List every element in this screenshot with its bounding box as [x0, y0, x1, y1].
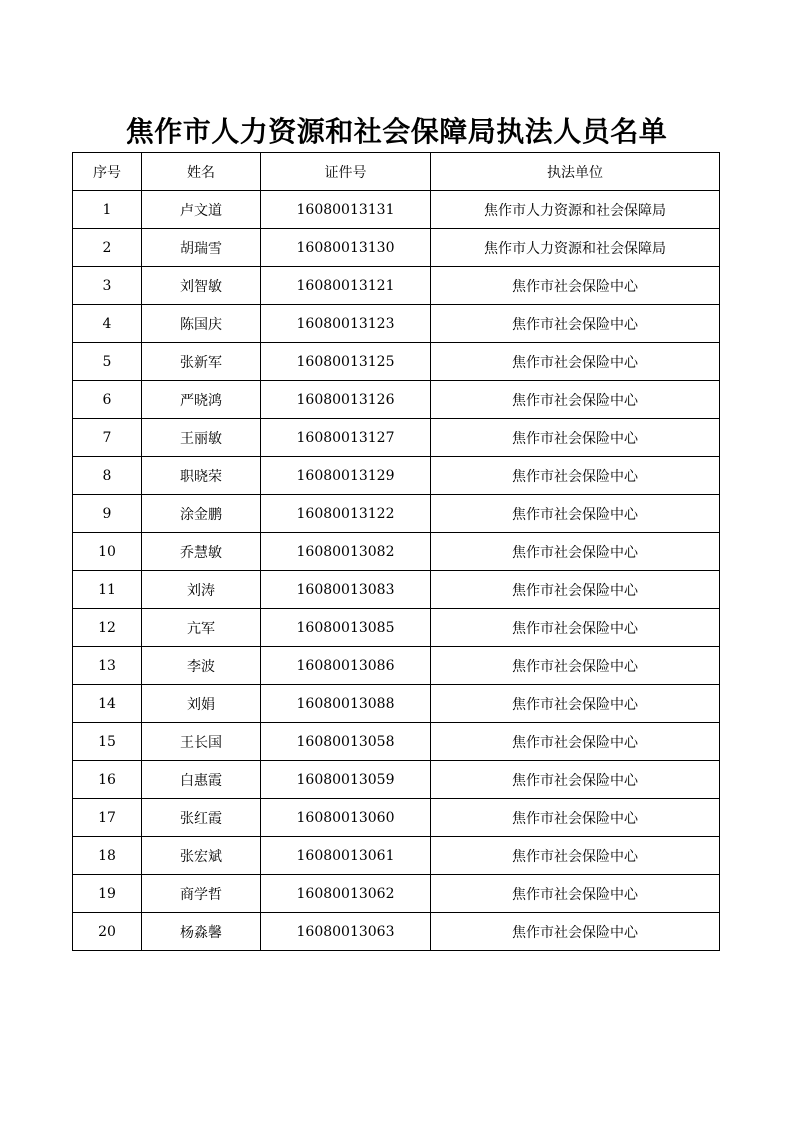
cell-serial-number: 5	[73, 343, 142, 381]
table-row	[73, 837, 720, 875]
cell-name: 卢文道	[142, 191, 261, 229]
cell-enforcement-unit: 焦作市人力资源和社会保障局	[431, 191, 720, 229]
cell-certificate-number: 16080013058	[261, 723, 431, 761]
cell-certificate-number: 16080013125	[261, 343, 431, 381]
cell-certificate-number: 16080013123	[261, 305, 431, 343]
personnel-table	[72, 152, 720, 951]
cell-certificate-number: 16080013062	[261, 875, 431, 913]
cell-enforcement-unit: 焦作市社会保险中心	[431, 685, 720, 723]
cell-name: 张红霞	[142, 799, 261, 837]
table-row	[73, 609, 720, 647]
page-title: 焦作市人力资源和社会保障局执法人员名单	[125, 115, 668, 148]
cell-enforcement-unit: 焦作市社会保险中心	[431, 495, 720, 533]
table-row	[73, 381, 720, 419]
table-row	[73, 571, 720, 609]
cell-certificate-number: 16080013129	[261, 457, 431, 495]
cell-enforcement-unit: 焦作市社会保险中心	[431, 343, 720, 381]
cell-enforcement-unit: 焦作市人力资源和社会保障局	[431, 229, 720, 267]
cell-enforcement-unit: 焦作市社会保险中心	[431, 837, 720, 875]
cell-serial-number: 15	[73, 723, 142, 761]
cell-certificate-number: 16080013083	[261, 571, 431, 609]
cell-serial-number: 6	[73, 381, 142, 419]
cell-name: 王丽敏	[142, 419, 261, 457]
cell-serial-number: 1	[73, 191, 142, 229]
cell-enforcement-unit: 焦作市社会保险中心	[431, 723, 720, 761]
cell-enforcement-unit: 焦作市社会保险中心	[431, 761, 720, 799]
cell-enforcement-unit: 焦作市社会保险中心	[431, 267, 720, 305]
cell-name: 乔慧敏	[142, 533, 261, 571]
table-row	[73, 685, 720, 723]
header-enforcement-unit: 执法单位	[431, 153, 720, 191]
table-row	[73, 533, 720, 571]
table-header-row	[73, 153, 720, 191]
cell-name: 刘涛	[142, 571, 261, 609]
cell-serial-number: 8	[73, 457, 142, 495]
cell-serial-number: 7	[73, 419, 142, 457]
cell-certificate-number: 16080013122	[261, 495, 431, 533]
cell-certificate-number: 16080013082	[261, 533, 431, 571]
table-row	[73, 419, 720, 457]
cell-serial-number: 10	[73, 533, 142, 571]
table-row	[73, 343, 720, 381]
cell-name: 李波	[142, 647, 261, 685]
table-row	[73, 495, 720, 533]
table-row	[73, 229, 720, 267]
cell-certificate-number: 16080013127	[261, 419, 431, 457]
cell-enforcement-unit: 焦作市社会保险中心	[431, 799, 720, 837]
header-certificate-number: 证件号	[261, 153, 431, 191]
table-body	[73, 191, 720, 951]
cell-enforcement-unit: 焦作市社会保险中心	[431, 305, 720, 343]
cell-serial-number: 19	[73, 875, 142, 913]
header-name: 姓名	[142, 153, 261, 191]
table-row	[73, 723, 720, 761]
cell-certificate-number: 16080013085	[261, 609, 431, 647]
cell-name: 胡瑞雪	[142, 229, 261, 267]
cell-certificate-number: 16080013126	[261, 381, 431, 419]
cell-name: 杨淼馨	[142, 913, 261, 951]
cell-enforcement-unit: 焦作市社会保险中心	[431, 609, 720, 647]
table-row	[73, 267, 720, 305]
table-row	[73, 799, 720, 837]
cell-serial-number: 18	[73, 837, 142, 875]
cell-name: 白惠霞	[142, 761, 261, 799]
cell-enforcement-unit: 焦作市社会保险中心	[431, 875, 720, 913]
cell-certificate-number: 16080013131	[261, 191, 431, 229]
cell-enforcement-unit: 焦作市社会保险中心	[431, 533, 720, 571]
cell-name: 职晓荣	[142, 457, 261, 495]
cell-serial-number: 13	[73, 647, 142, 685]
cell-certificate-number: 16080013063	[261, 913, 431, 951]
cell-serial-number: 16	[73, 761, 142, 799]
table-row	[73, 305, 720, 343]
cell-enforcement-unit: 焦作市社会保险中心	[431, 913, 720, 951]
cell-enforcement-unit: 焦作市社会保险中心	[431, 647, 720, 685]
cell-serial-number: 12	[73, 609, 142, 647]
cell-serial-number: 9	[73, 495, 142, 533]
cell-enforcement-unit: 焦作市社会保险中心	[431, 457, 720, 495]
table-row	[73, 913, 720, 951]
cell-name: 严晓鸿	[142, 381, 261, 419]
cell-name: 商学哲	[142, 875, 261, 913]
cell-serial-number: 20	[73, 913, 142, 951]
cell-certificate-number: 16080013086	[261, 647, 431, 685]
table-row	[73, 191, 720, 229]
cell-certificate-number: 16080013121	[261, 267, 431, 305]
cell-name: 亢军	[142, 609, 261, 647]
cell-enforcement-unit: 焦作市社会保险中心	[431, 381, 720, 419]
cell-name: 涂金鹏	[142, 495, 261, 533]
cell-serial-number: 17	[73, 799, 142, 837]
cell-certificate-number: 16080013088	[261, 685, 431, 723]
cell-serial-number: 4	[73, 305, 142, 343]
cell-serial-number: 14	[73, 685, 142, 723]
table-row	[73, 457, 720, 495]
cell-certificate-number: 16080013130	[261, 229, 431, 267]
cell-name: 王长国	[142, 723, 261, 761]
cell-name: 刘娟	[142, 685, 261, 723]
cell-certificate-number: 16080013060	[261, 799, 431, 837]
cell-name: 张新军	[142, 343, 261, 381]
header-serial-number: 序号	[73, 153, 142, 191]
table-row	[73, 875, 720, 913]
cell-serial-number: 3	[73, 267, 142, 305]
cell-serial-number: 2	[73, 229, 142, 267]
table-row	[73, 761, 720, 799]
cell-certificate-number: 16080013059	[261, 761, 431, 799]
cell-enforcement-unit: 焦作市社会保险中心	[431, 419, 720, 457]
cell-name: 陈国庆	[142, 305, 261, 343]
cell-serial-number: 11	[73, 571, 142, 609]
cell-enforcement-unit: 焦作市社会保险中心	[431, 571, 720, 609]
cell-name: 张宏斌	[142, 837, 261, 875]
cell-certificate-number: 16080013061	[261, 837, 431, 875]
cell-name: 刘智敏	[142, 267, 261, 305]
table-row	[73, 647, 720, 685]
